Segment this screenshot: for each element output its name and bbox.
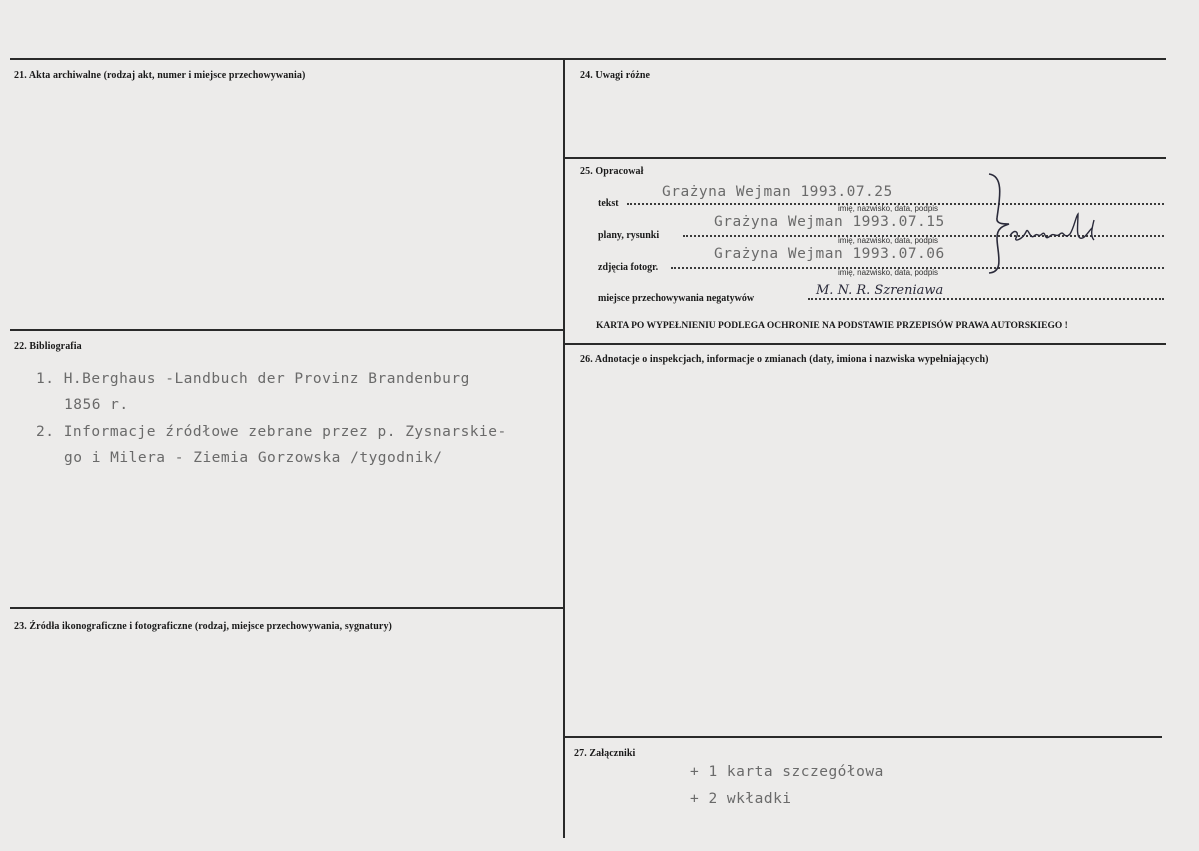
section-27-label: 27. Załączniki xyxy=(574,748,636,759)
section-25-label: 25. Opracował xyxy=(580,166,644,177)
center-divider xyxy=(563,58,565,838)
author-drawings-value: Grażyna Wejman 1993.07.15 xyxy=(714,214,945,230)
copyright-warning: KARTA PO WYPEŁNIENIU PODLEGA OCHRONIE NA PODSTAWIE PRZEPISÓW PRAWA AUTORSKIEGO ! xyxy=(596,321,1068,331)
bibliography-line: go i Milera - Ziemia Gorzowska /tygodnik/ xyxy=(64,450,443,466)
author-text-value: Grażyna Wejman 1993.07.25 xyxy=(662,184,893,200)
negatives-line xyxy=(808,298,1164,300)
attachment-item: + 2 wkładki xyxy=(690,791,792,807)
rule-22-23 xyxy=(10,607,564,609)
section-22-label: 22. Bibliografia xyxy=(14,341,82,352)
author-text-caption: imię, nazwisko, data, podpis xyxy=(838,204,939,213)
author-photos-caption: imię, nazwisko, data, podpis xyxy=(838,268,939,277)
attachment-item: + 1 karta szczegółowa xyxy=(690,764,884,780)
section-24-label: 24. Uwagi różne xyxy=(580,70,651,81)
top-rule xyxy=(10,58,1166,60)
bibliography-line: 1856 r. xyxy=(64,397,129,413)
bibliography-line: 1. H.Berghaus -Landbuch der Provinz Brandenburg xyxy=(36,371,470,387)
section-21-label: 21. Akta archiwalne (rodzaj akt, numer i miejsce przechowywania) xyxy=(14,70,306,81)
section-26-label: 26. Adnotacje o inspekcjach, informacje o zmianach (daty, imiona i nazwiska wypełniających) xyxy=(580,354,989,365)
author-drawings-label: plany, rysunki xyxy=(598,230,660,241)
negatives-value: M. N. R. Szreniawa xyxy=(816,283,944,298)
rule-24-25 xyxy=(564,157,1166,159)
negatives-label: miejsce przechowywania negatywów xyxy=(598,293,755,304)
author-text-label: tekst xyxy=(598,198,619,209)
author-drawings-caption: imię, nazwisko, data, podpis xyxy=(838,236,939,245)
rule-26-27 xyxy=(564,736,1162,738)
section-23-label: 23. Źródła ikonograficzne i fotograficzne (rodzaj, miejsce przechowywania, sygnatury) xyxy=(14,621,392,632)
bibliography-line: 2. Informacje źródłowe zebrane przez p. Zysnarskie- xyxy=(36,424,507,440)
rule-25-26 xyxy=(564,343,1166,345)
signature-scribble xyxy=(1004,210,1104,250)
author-photos-label: zdjęcia fotogr. xyxy=(598,262,659,273)
author-photos-value: Grażyna Wejman 1993.07.06 xyxy=(714,246,945,262)
rule-21-22 xyxy=(10,329,564,331)
